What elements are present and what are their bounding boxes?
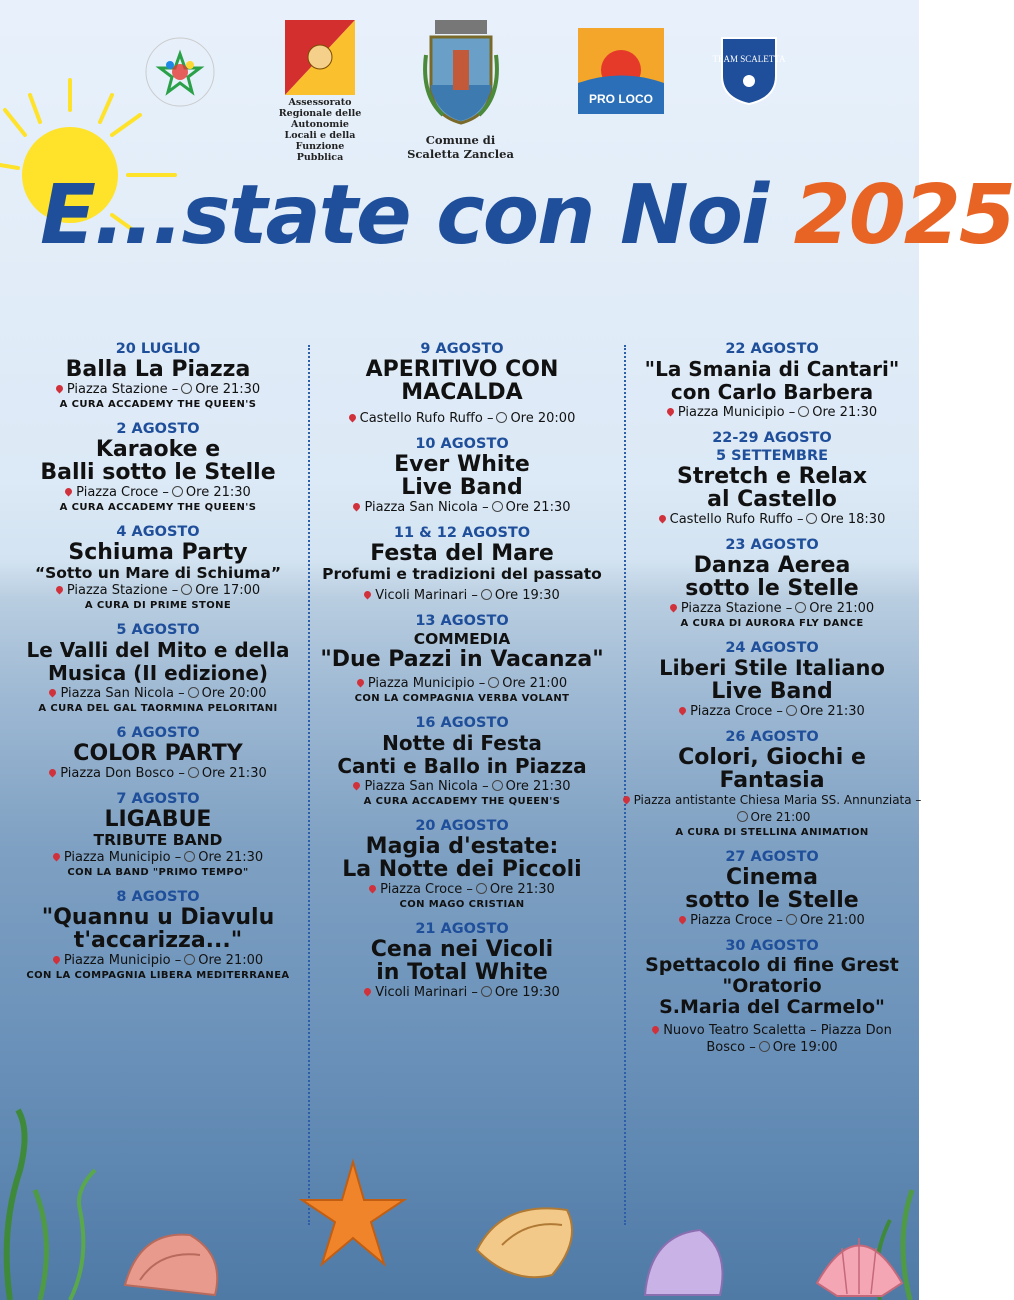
clock-icon: [786, 914, 797, 925]
location-pin-icon: [48, 688, 58, 698]
location-pin-icon: [363, 987, 373, 997]
clock-icon: [481, 986, 492, 997]
event-date: 16 AGOSTO: [415, 715, 509, 731]
location-pin-icon: [678, 915, 688, 925]
event-title: Danza Aerea: [693, 553, 851, 578]
event-item: [8, 523, 308, 613]
clock-icon: [488, 677, 499, 688]
conch-shell-icon: [472, 1195, 582, 1285]
column-divider: [308, 345, 310, 1225]
event-organizer: CON LA BAND "PRIMO TEMPO": [67, 867, 249, 878]
event-title-line2: al Castello: [707, 487, 837, 512]
event-title: Stretch e Relax: [676, 464, 868, 489]
event-subtitle: Profumi e tradizioni del passato: [322, 565, 602, 583]
event-place: Piazza Municipio – Ore 21:00: [312, 675, 612, 692]
event-title: Festa del Mare: [370, 541, 554, 566]
event-date: 20 AGOSTO: [415, 818, 509, 834]
location-pin-icon: [51, 955, 61, 965]
event-place: Castello Rufo Ruffo – Ore 20:00: [312, 410, 612, 427]
event-date: 11 & 12 AGOSTO: [393, 525, 531, 541]
event-title-line2: Live Band: [401, 475, 523, 500]
event-title-line2: MACALDA: [401, 380, 523, 405]
event-title: "Quannu u Diavulu: [41, 905, 275, 930]
clock-icon: [496, 412, 507, 423]
event-date: 20 LUGLIO: [115, 341, 201, 357]
event-organizer: A CURA ACCADEMY THE QUEEN'S: [363, 796, 561, 807]
event-organizer: A CURA ACCADEMY THE QUEEN'S: [59, 502, 257, 513]
clock-icon: [492, 501, 503, 512]
spiral-shell-icon: [640, 1225, 730, 1300]
event-title-line3: S.Maria del Carmelo": [659, 996, 885, 1018]
event-item: [312, 435, 612, 516]
shell-icon: [120, 1225, 230, 1300]
clock-icon: [188, 687, 199, 698]
event-date: 21 AGOSTO: [415, 921, 509, 937]
location-pin-icon: [668, 603, 678, 613]
comune-caption-1: Comune di: [425, 133, 496, 147]
event-subtitle: TRIBUTE BAND: [93, 831, 223, 849]
location-pin-icon: [665, 407, 675, 417]
event-item: [622, 536, 922, 631]
clock-icon: [184, 851, 195, 862]
clock-icon: [759, 1041, 770, 1052]
clock-icon: [481, 589, 492, 600]
location-pin-icon: [657, 514, 667, 524]
event-title: COLOR PARTY: [73, 741, 243, 766]
event-place: Vicoli Marinari – Ore 19:30: [312, 587, 612, 604]
event-date: 2 AGOSTO: [116, 421, 200, 437]
event-title: LIGABUE: [104, 807, 212, 832]
clock-icon: [786, 705, 797, 716]
event-date: 13 AGOSTO: [415, 613, 509, 629]
event-date: 22-29 AGOSTO: [712, 430, 832, 446]
event-title: Ever White: [394, 452, 530, 477]
regione-sicilia-logo: [275, 20, 365, 163]
location-pin-icon: [678, 706, 688, 716]
event-place: Piazza Stazione – Ore 21:30: [8, 381, 308, 398]
event-place: Piazza Croce – Ore 21:30: [622, 703, 922, 720]
starfish-icon: [298, 1160, 408, 1270]
event-title-line2: sotto le Stelle: [685, 576, 859, 601]
event-date: 10 AGOSTO: [415, 436, 509, 452]
event-place: Piazza Croce – Ore 21:00: [622, 912, 922, 929]
event-title: Karaoke e: [95, 437, 221, 462]
event-organizer: A CURA DEL GAL TAORMINA PELORITANI: [38, 703, 278, 714]
event-item: [8, 420, 308, 515]
event-place: Piazza San Nicola – Ore 20:00: [8, 685, 308, 702]
event-date: 8 AGOSTO: [116, 889, 200, 905]
event-place: Piazza Municipio – Ore 21:30: [622, 404, 922, 421]
event-date: 24 AGOSTO: [725, 640, 819, 656]
event-title-line2: Fantasia: [719, 768, 825, 793]
comune-caption-2: Scaletta Zanclea: [407, 147, 514, 161]
event-date: 30 AGOSTO: [725, 938, 819, 954]
pro-loco-logo: [578, 28, 664, 114]
event-item: [312, 714, 612, 809]
servizio-civile-logo: [140, 32, 220, 112]
clock-icon: [181, 584, 192, 595]
location-pin-icon: [355, 678, 365, 688]
event-subtitle: COMMEDIA: [413, 630, 511, 648]
event-title: Cena nei Vicoli: [370, 937, 554, 962]
event-item: [8, 888, 308, 983]
location-pin-icon: [48, 768, 58, 778]
event-title-line2: Musica (II edizione): [47, 661, 269, 685]
event-place: Piazza San Nicola – Ore 21:30: [312, 499, 612, 516]
clock-icon: [795, 602, 806, 613]
event-organizer: A CURA DI STELLINA ANIMATION: [675, 827, 869, 838]
event-title: Schiuma Party: [68, 540, 248, 565]
event-place: Piazza Croce – Ore 21:30: [312, 881, 612, 898]
event-title-line2: Live Band: [711, 679, 833, 704]
events-column-3: [622, 340, 922, 1064]
poster-title: [40, 168, 1014, 278]
events-column-2: [312, 340, 612, 1009]
event-title: Notte di Festa: [382, 731, 542, 755]
event-title: "La Smania di Cantari": [644, 357, 900, 381]
event-place: Piazza antistante Chiesa Maria SS. Annunziata –Ore 21:00: [622, 792, 922, 826]
clock-icon: [737, 811, 748, 822]
event-title-line2: con Carlo Barbera: [670, 380, 874, 404]
event-place: Nuovo Teatro Scaletta – Piazza Don Bosco – Ore 19:00: [622, 1022, 922, 1056]
event-item: [622, 429, 922, 528]
location-pin-icon: [64, 487, 74, 497]
event-title: Colori, Giochi e: [678, 745, 866, 770]
clock-icon: [798, 406, 809, 417]
event-date: 23 AGOSTO: [725, 537, 819, 553]
team-scaletta-text: TEAM SCALETTA: [712, 54, 786, 64]
location-pin-icon: [621, 795, 631, 805]
event-place: Piazza Don Bosco – Ore 21:30: [8, 765, 308, 782]
event-place: Piazza San Nicola – Ore 21:30: [312, 778, 612, 795]
event-organizer: A CURA DI AURORA FLY DANCE: [680, 618, 864, 629]
event-date: 4 AGOSTO: [116, 524, 200, 540]
event-date-line2: 5 SETTEMBRE: [715, 448, 829, 464]
title-main: E...state con Noi: [40, 168, 794, 263]
location-pin-icon: [51, 852, 61, 862]
event-title: Liberi Stile Italiano: [659, 656, 885, 680]
event-title: Magia d'estate:: [365, 834, 559, 859]
event-place: Piazza Stazione – Ore 21:00: [622, 600, 922, 617]
location-pin-icon: [54, 585, 64, 595]
location-pin-icon: [352, 502, 362, 512]
comune-logo: [398, 15, 523, 161]
event-item: [312, 524, 612, 604]
event-place: Castello Rufo Ruffo – Ore 18:30: [622, 511, 922, 528]
event-date: 22 AGOSTO: [725, 341, 819, 357]
event-date: 27 AGOSTO: [725, 849, 819, 865]
title-year: 2025: [793, 168, 1014, 263]
event-item: [312, 920, 612, 1001]
clock-icon: [188, 767, 199, 778]
event-item: [8, 724, 308, 782]
clock-icon: [476, 883, 487, 894]
location-pin-icon: [363, 590, 373, 600]
event-title-line2: Canti e Ballo in Piazza: [337, 754, 587, 778]
event-title: Balla La Piazza: [65, 357, 251, 382]
event-title-line2: sotto le Stelle: [685, 888, 859, 913]
clock-icon: [172, 486, 183, 497]
event-item: [622, 848, 922, 929]
event-date: 26 AGOSTO: [725, 729, 819, 745]
location-pin-icon: [352, 781, 362, 791]
event-title-line2: t'accarizza...": [73, 928, 243, 953]
event-organizer: A CURA ACCADEMY THE QUEEN'S: [59, 399, 257, 410]
location-pin-icon: [368, 884, 378, 894]
seaweed-left-decoration: [0, 1110, 130, 1300]
event-title: Spettacolo di fine Grest: [645, 954, 899, 976]
event-date: 6 AGOSTO: [116, 725, 200, 741]
event-title: "Due Pazzi in Vacanza": [320, 647, 604, 672]
event-item: [312, 612, 612, 706]
location-pin-icon: [54, 384, 64, 394]
event-title: APERITIVO CON: [365, 357, 559, 382]
event-subtitle: “Sotto un Mare di Schiuma”: [34, 564, 282, 582]
location-pin-icon: [651, 1025, 661, 1035]
event-place: Vicoli Marinari – Ore 19:30: [312, 984, 612, 1001]
event-item: [622, 728, 922, 840]
event-place: Piazza Croce – Ore 21:30: [8, 484, 308, 501]
event-title-line2: Balli sotto le Stelle: [40, 460, 276, 485]
event-place: Piazza Municipio – Ore 21:30: [8, 849, 308, 866]
regione-caption: Assessorato Regionale delle Autonomie Locali e della Funzione Pubblica: [278, 97, 362, 163]
clock-icon: [492, 780, 503, 791]
clock-icon: [806, 513, 817, 524]
event-title-line2: "Oratorio: [722, 975, 822, 997]
team-scaletta-logo: [712, 36, 786, 106]
clock-icon: [181, 383, 192, 394]
event-title-line2: La Notte dei Piccoli: [342, 857, 582, 882]
event-title: Cinema: [725, 865, 819, 890]
clock-icon: [184, 954, 195, 965]
event-item: [312, 340, 612, 427]
event-item: [8, 621, 308, 716]
event-organizer: A CURA DI PRIME STONE: [84, 600, 232, 611]
event-item: [8, 340, 308, 412]
event-date: 7 AGOSTO: [116, 791, 200, 807]
event-item: [622, 340, 922, 421]
event-organizer: CON LA COMPAGNIA LIBERA MEDITERRANEA: [26, 970, 290, 981]
event-organizer: CON LA COMPAGNIA VERBA VOLANT: [354, 693, 570, 704]
scallop-shell-icon: [812, 1228, 907, 1298]
event-item: [8, 790, 308, 880]
event-item: [622, 937, 922, 1056]
event-organizer: CON MAGO CRISTIAN: [399, 899, 525, 910]
events-column-1: [8, 340, 308, 991]
pro-loco-text: PRO LOCO: [588, 92, 654, 106]
event-place: Piazza Municipio – Ore 21:00: [8, 952, 308, 969]
location-pin-icon: [347, 413, 357, 423]
event-date: 9 AGOSTO: [420, 341, 504, 357]
event-date: 5 AGOSTO: [116, 622, 200, 638]
event-place: Piazza Stazione – Ore 17:00: [8, 582, 308, 599]
event-item: [622, 639, 922, 720]
event-item: [312, 817, 612, 912]
event-title-line2: in Total White: [376, 960, 548, 985]
event-title: Le Valli del Mito e della: [26, 638, 290, 662]
